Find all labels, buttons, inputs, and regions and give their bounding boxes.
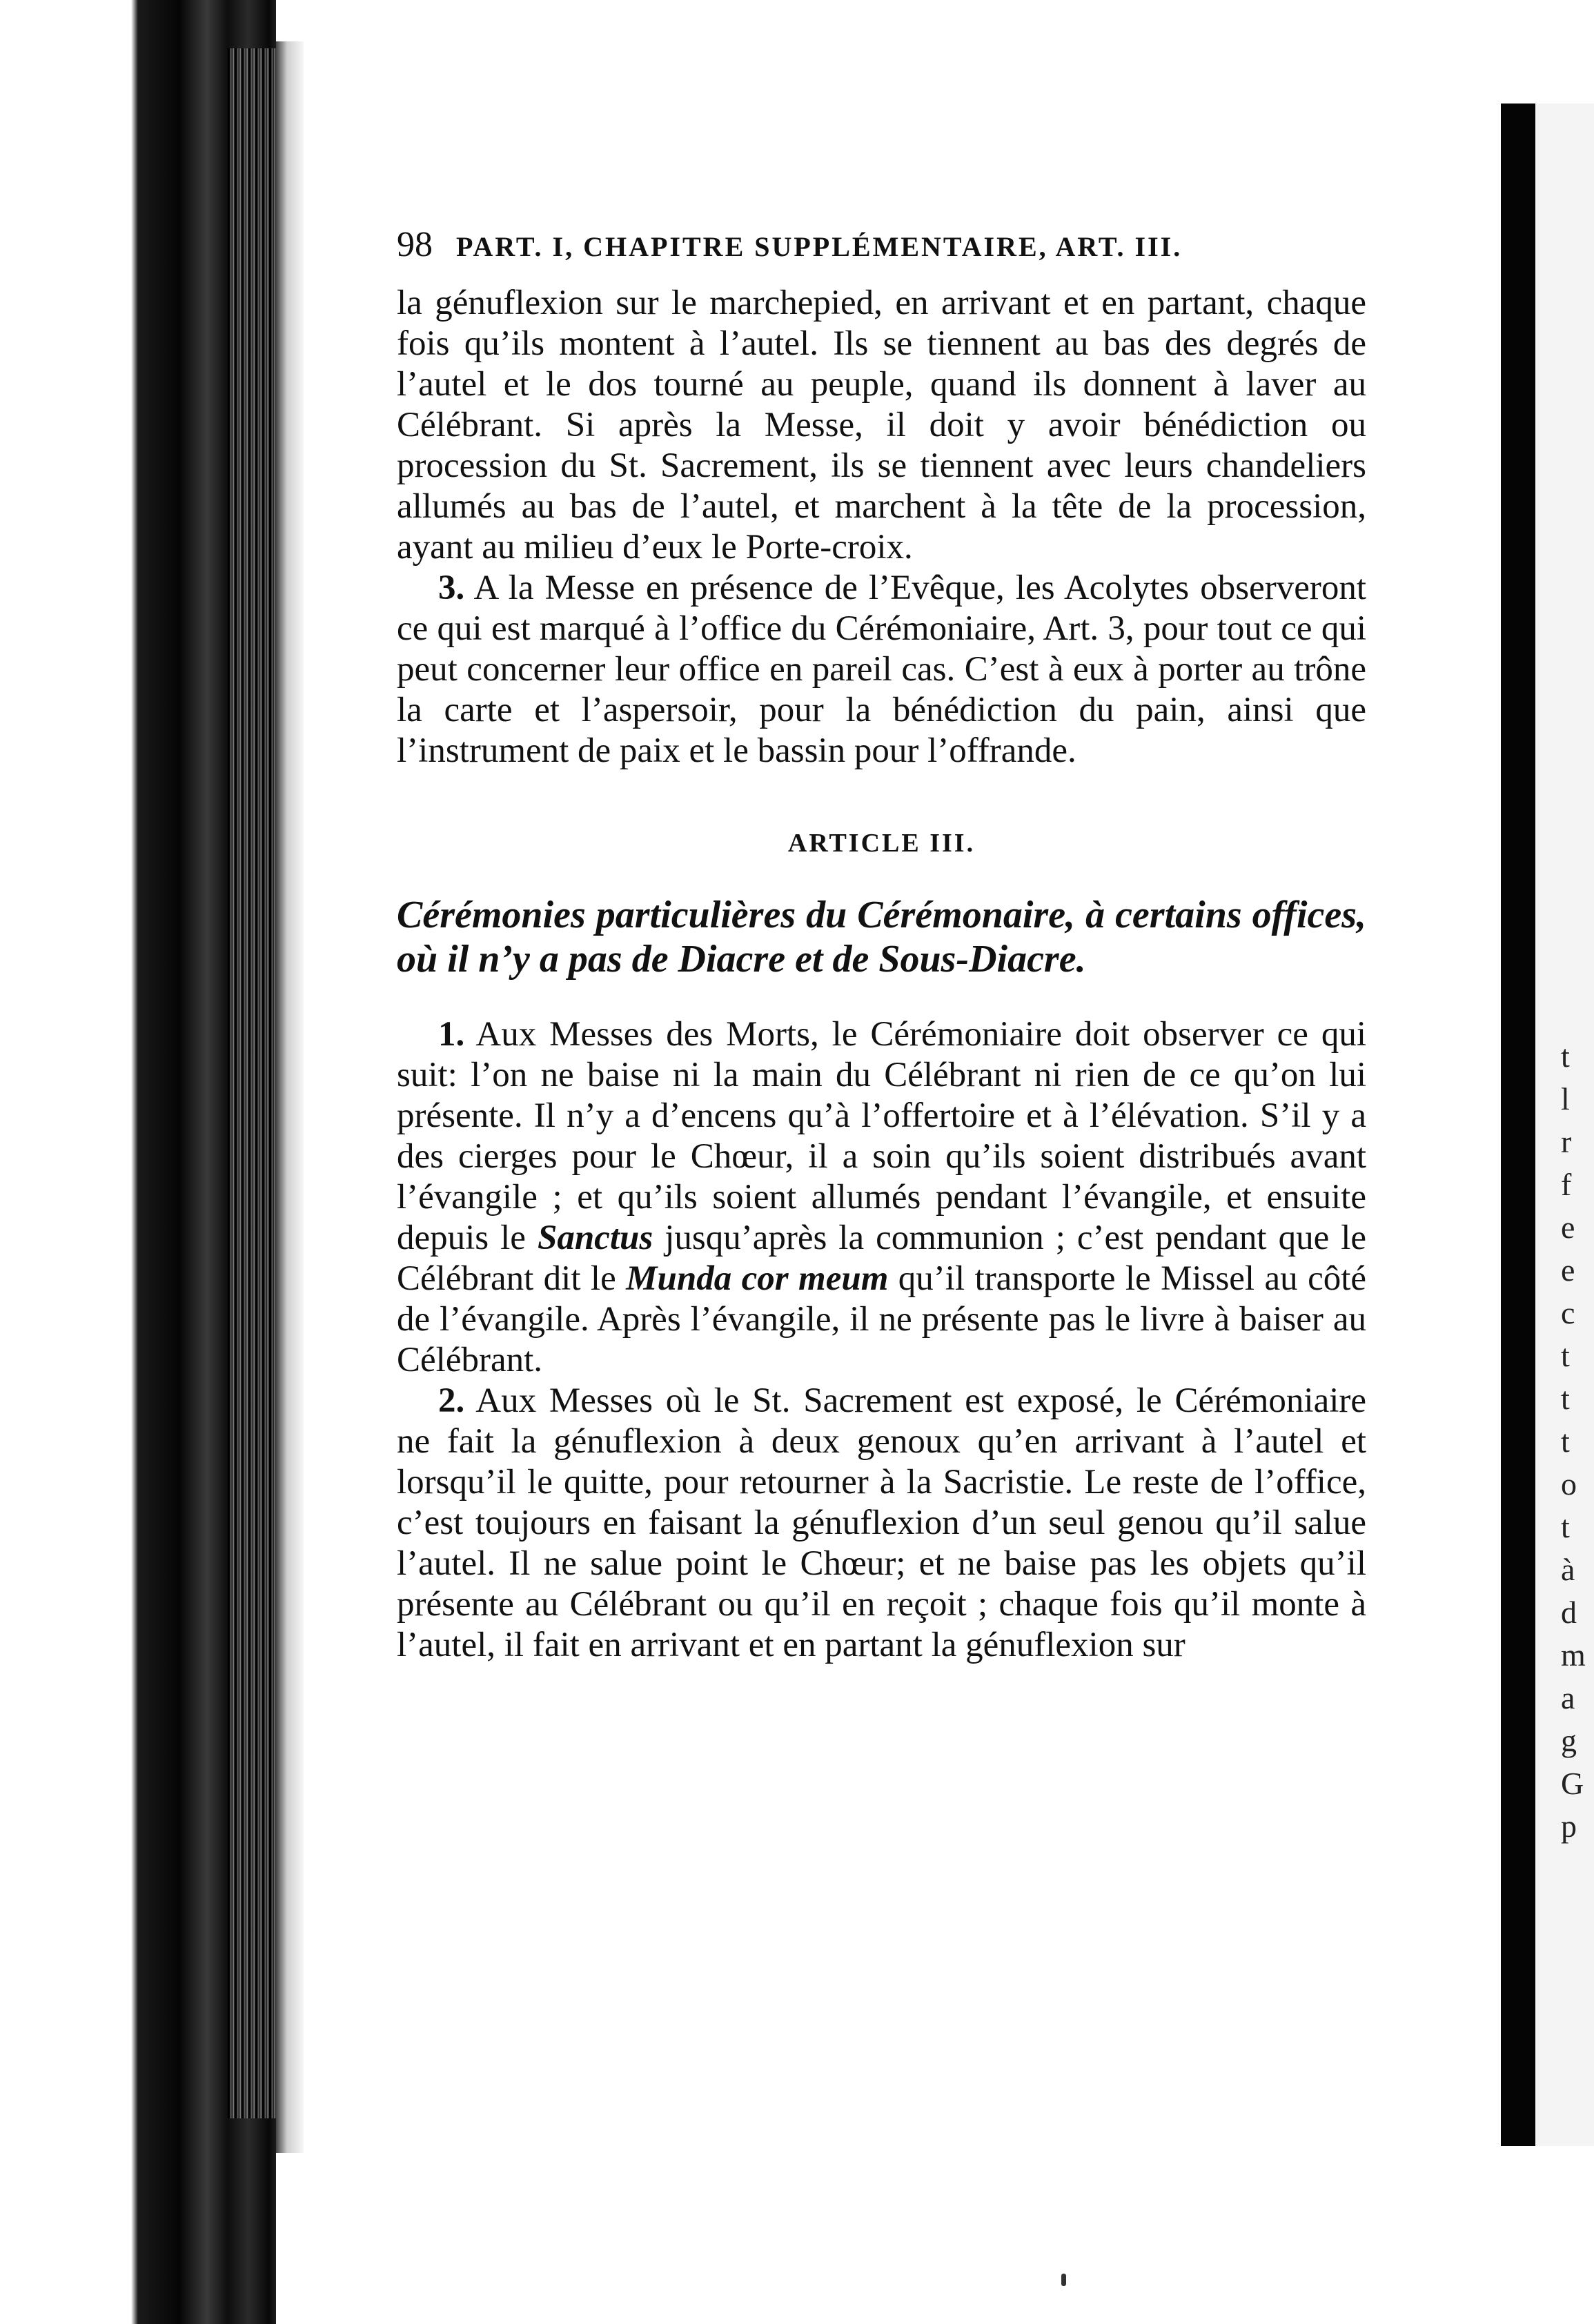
next-page-letter: g — [1561, 1723, 1577, 1758]
next-page-letter: f — [1561, 1167, 1572, 1202]
next-page-letter: e — [1561, 1210, 1575, 1245]
next-page-letter: t — [1561, 1424, 1570, 1459]
next-page-letter: r — [1561, 1124, 1572, 1159]
next-page-letters — [1561, 1035, 1594, 1848]
gutter-shadow — [1501, 104, 1535, 2146]
article-heading: ARTICLE III. — [787, 829, 976, 858]
paragraph-2 — [397, 1381, 1366, 1666]
paragraph-text: Aux Messes où le St. Sacrement est exposé, le Cérémoniaire ne fait la génuflexion à deux genoux qu’en arrivant à l’autel et lorsqu’il le quitte, pour retourner à la Sacristie. Le reste de l’office, c’est toujours en faisant la génuflexion d’un seul genou qu’il salue l’autel. Il ne salue point le Chœur; et ne baise pas les objets qu’il présente au Célébrant ou qu’il en reçoit ; chaque fois qu’il monte à l’autel, il fait en arrivant et en partant la génuflexion sur — [397, 1381, 1366, 1664]
next-page-letter: t — [1561, 1509, 1570, 1544]
next-page-letter: o — [1561, 1466, 1577, 1501]
next-page-letter: m — [1561, 1637, 1586, 1673]
next-page-letter: l — [1561, 1081, 1570, 1116]
paragraph-number: 2. — [438, 1381, 465, 1420]
next-page-letter: e — [1561, 1252, 1575, 1288]
next-page-letter: t — [1561, 1338, 1570, 1373]
paragraph-3 — [397, 568, 1366, 771]
paragraph-1 — [397, 1014, 1366, 1381]
running-title: PART. I, CHAPITRE SUPPLÉMENTAIRE, ART. III. — [456, 231, 1183, 262]
page — [397, 224, 1366, 1666]
italic-term-munda: Munda cor meum — [626, 1259, 889, 1298]
next-page-letter: t — [1561, 1038, 1570, 1074]
scan-speck — [1061, 2274, 1066, 2286]
paragraph-text: Aux Messes des Morts, le Cérémoniaire doit observer ce qui suit: l’on ne baise ni la main du Célébrant ni rien de ce qu’on lui présente. Il n’y a d’encens qu’à l’offertoire et à l’élévation. S’il y a des cierges pour le Chœur, il a soin qu’ils soient distribués avant l’évangile ; et qu’ils soient allumés pendant l’évangile, et ensuite depuis le — [397, 1015, 1366, 1257]
next-page-letter: à — [1561, 1552, 1575, 1587]
paragraph-number: 3. — [438, 569, 465, 607]
paragraph-text: qu’il transporte le Missel au côté de l’évangile. Après l’évangile, il ne présente pas le livre à baiser au Célébrant. — [397, 1259, 1367, 1379]
paragraph-number: 1. — [438, 1015, 465, 1054]
page-stack-edge — [228, 48, 283, 2118]
page-number: 98 — [397, 225, 433, 264]
next-page-letter: t — [1561, 1381, 1570, 1416]
next-page-letter: p — [1561, 1809, 1577, 1844]
italic-term-sanctus: Sanctus — [537, 1219, 653, 1257]
next-page-letter: a — [1561, 1680, 1575, 1715]
next-page-letter: d — [1561, 1595, 1577, 1630]
next-page-letter: c — [1561, 1295, 1575, 1330]
running-header — [397, 224, 1366, 265]
paragraph-text: jusqu’après la communion ; c’est pendant que le Célébrant dit le — [397, 1219, 1367, 1298]
paragraph-continuation: la génuflexion sur le marchepied, en arrivant et en partant, chaque fois qu’ils montent à l’autel. Ils se tiennent au bas des degrés de l’autel et le dos tourné au peuple, quand ils donnent à laver au Célébrant. Si après la Messe, il doit y avoir bénédiction ou procession du St. Sacrement, ils se tiennent avec leurs chandeliers allumés au bas de l’autel, et marchent à la tête de la procession, ayant au milieu d’eux le Porte-croix. — [397, 284, 1366, 567]
next-page-letter: G — [1561, 1766, 1584, 1801]
paragraph-text: A la Messe en présence de l’Evêque, les Acolytes observeront ce qui est marqué à l’office du Cérémoniaire, Art. 3, pour tout ce qui peut concerner leur office en pareil cas. C’est à eux à porter au trône la carte et l’aspersoir, pour la bénédiction du pain, ainsi que l’instrument de paix et le bassin pour l’offrande. — [397, 569, 1366, 770]
section-title: Cérémonies particulières du Cérémonaire, à certains offices, où il n’y a pas de Diacre et de Sous-Diacre. — [397, 894, 1366, 981]
page-edge-shadow — [276, 41, 304, 2153]
